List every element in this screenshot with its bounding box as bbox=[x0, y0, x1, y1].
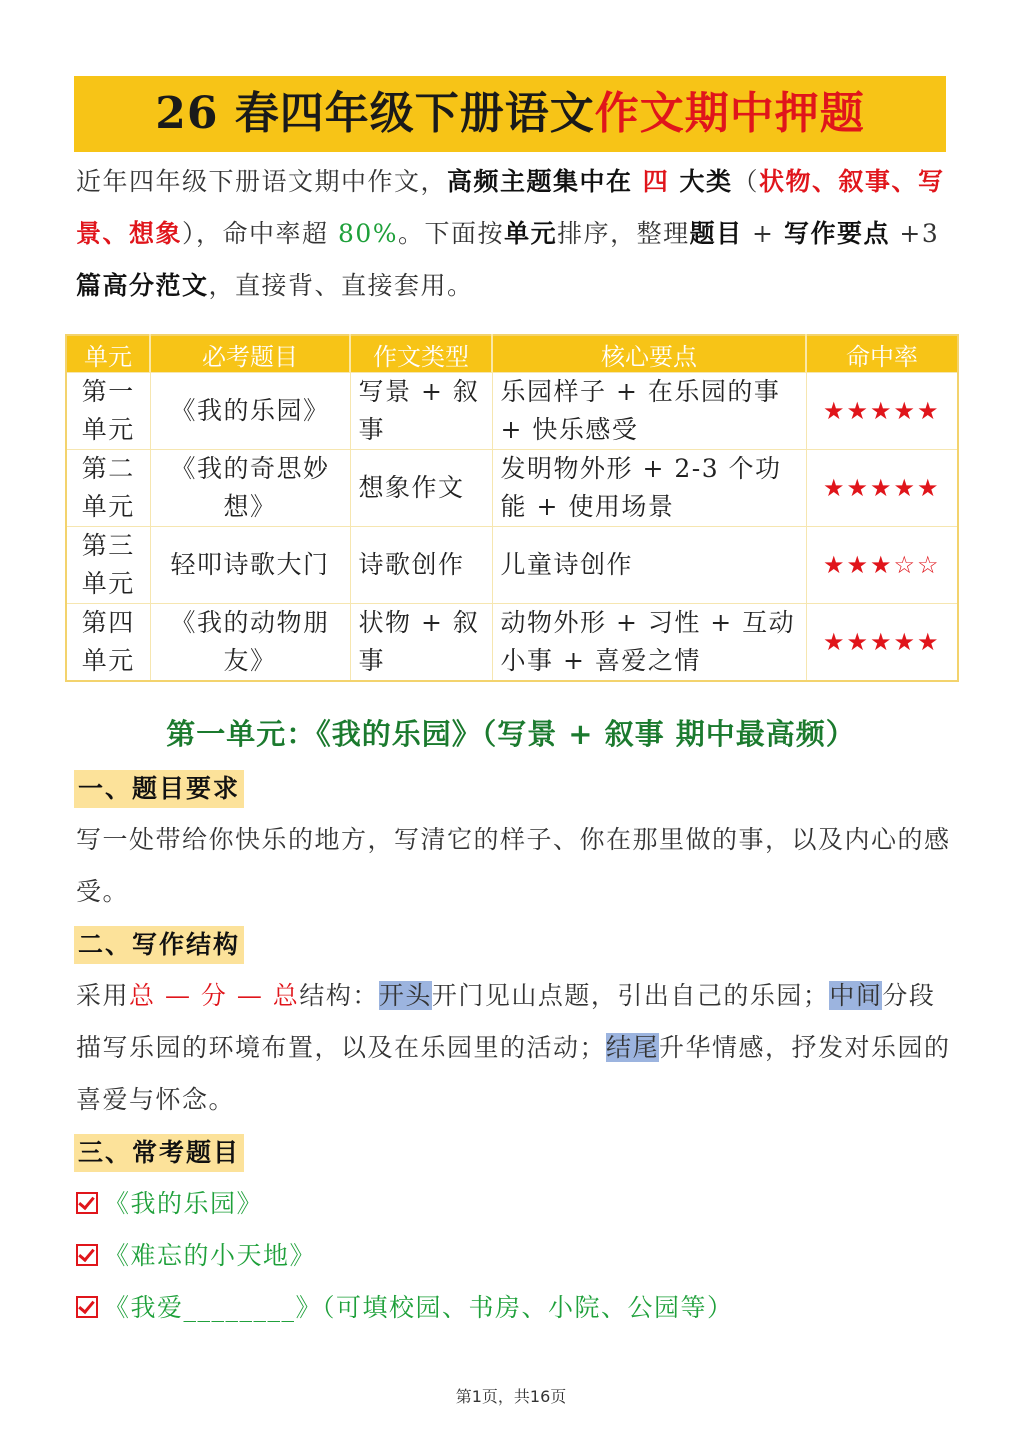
structure-highlight-start: 开头 bbox=[378, 981, 432, 1010]
topic-text: 《难忘的小天地》 bbox=[104, 1241, 317, 1270]
cell-points: 发明物外形 + 2-3 个功能 + 使用场景 bbox=[492, 450, 806, 527]
table-row bbox=[66, 373, 958, 450]
structure-text: 开门见山点题，引出自己的乐园； bbox=[431, 981, 830, 1010]
cell-points: 乐园样子 + 在乐园的事 + 快乐感受 bbox=[492, 373, 806, 450]
cell-rate-stars: ★★★★★ bbox=[806, 604, 958, 682]
check-box-icon bbox=[76, 1296, 98, 1318]
check-box-icon bbox=[76, 1244, 98, 1266]
intro-text: 近年四年级下册语文期中作文， bbox=[76, 167, 448, 196]
list-item bbox=[76, 1288, 734, 1328]
table-row bbox=[66, 604, 958, 682]
list-item bbox=[76, 1184, 263, 1224]
header-unit: 单元 bbox=[66, 335, 150, 373]
cell-rate-stars: ★★★☆☆ bbox=[806, 527, 958, 604]
cell-type: 状物 + 叙事 bbox=[350, 604, 492, 682]
list-item bbox=[76, 1236, 316, 1276]
subhead-structure: 二、写作结构 bbox=[74, 926, 244, 964]
structure-highlight-middle: 中间 bbox=[829, 981, 883, 1010]
cell-unit: 第一单元 bbox=[66, 373, 150, 450]
cell-topic: 《我的奇思妙想》 bbox=[150, 450, 350, 527]
table-row bbox=[66, 527, 958, 604]
subhead-topics: 三、常考题目 bbox=[74, 1134, 244, 1172]
cell-unit: 第四单元 bbox=[66, 604, 150, 682]
check-box-icon bbox=[76, 1192, 98, 1214]
cell-rate-stars: ★★★★★ bbox=[806, 373, 958, 450]
title-main: 26 春四年级下册语文 bbox=[155, 88, 595, 139]
intro-bold: 大类 bbox=[679, 167, 733, 196]
summary-table bbox=[65, 334, 959, 682]
intro-text: ，直接背、直接套用。 bbox=[208, 271, 474, 300]
cell-topic: 《我的乐园》 bbox=[150, 373, 350, 450]
cell-points: 动物外形 + 习性 + 互动小事 + 喜爱之情 bbox=[492, 604, 806, 682]
intro-bold: 写作要点 bbox=[783, 219, 890, 248]
intro-bold: 篇高分范文 bbox=[76, 271, 209, 300]
cell-type: 想象作文 bbox=[350, 450, 492, 527]
topic-text: 《我爱________》（可填校园、书房、小院、公园等） bbox=[104, 1293, 734, 1322]
header-topic: 必考题目 bbox=[150, 335, 350, 373]
intro-percent: 80% bbox=[337, 219, 399, 248]
cell-unit: 第三单元 bbox=[66, 527, 150, 604]
subhead-requirements: 一、题目要求 bbox=[74, 770, 244, 808]
intro-text: 排序，整理 bbox=[557, 219, 690, 248]
page-footer: 第1页，共16页 bbox=[455, 1387, 567, 1406]
cell-topic: 轻叩诗歌大门 bbox=[150, 527, 350, 604]
cell-rate-stars: ★★★★★ bbox=[806, 450, 958, 527]
header-points: 核心要点 bbox=[492, 335, 806, 373]
topic-text: 《我的乐园》 bbox=[104, 1189, 264, 1218]
structure-text: 采用 bbox=[76, 981, 130, 1010]
structure-text: 结构： bbox=[299, 981, 379, 1010]
header-type: 作文类型 bbox=[350, 335, 492, 373]
intro-categories: 状物、叙事、写景、想象 bbox=[76, 167, 945, 248]
intro-count: 四 bbox=[632, 167, 680, 196]
structure-pattern: 总 — 分 — 总 bbox=[129, 981, 300, 1010]
table-row bbox=[66, 450, 958, 527]
intro-text: ），命中率超 bbox=[182, 219, 338, 248]
structure-text: 分段描写乐园的环境布置，以及在乐园里的活动； bbox=[76, 981, 936, 1062]
title-highlight: 作文期中押题 bbox=[594, 88, 865, 139]
intro-text: +3 bbox=[889, 219, 940, 248]
intro-text: 。下面按 bbox=[398, 219, 505, 248]
intro-paragraph bbox=[76, 156, 952, 312]
cell-type: 诗歌创作 bbox=[350, 527, 492, 604]
intro-bold: 高频主题集中在 bbox=[447, 167, 633, 196]
structure-text: 升华情感，抒发对乐园的喜爱与怀念。 bbox=[76, 1033, 951, 1114]
cell-unit: 第二单元 bbox=[66, 450, 150, 527]
intro-bold: 单元 bbox=[504, 219, 558, 248]
requirements-paragraph: 写一处带给你快乐的地方，写清它的样子、你在那里做的事，以及内心的感受。 bbox=[76, 825, 951, 906]
header-rate: 命中率 bbox=[806, 335, 958, 373]
intro-text: （ bbox=[732, 167, 759, 196]
intro-bold: 题目 bbox=[689, 219, 743, 248]
cell-topic: 《我的动物朋友》 bbox=[150, 604, 350, 682]
title-banner bbox=[74, 76, 946, 152]
intro-text: + bbox=[742, 219, 784, 248]
cell-type: 写景 + 叙事 bbox=[350, 373, 492, 450]
section-heading: 第一单元：《我的乐园》（写景 + 叙事 期中最高频） bbox=[166, 717, 856, 751]
cell-points: 儿童诗创作 bbox=[492, 527, 806, 604]
structure-highlight-end: 结尾 bbox=[606, 1033, 660, 1062]
structure-paragraph bbox=[76, 970, 952, 1126]
table-header-row bbox=[66, 335, 958, 373]
